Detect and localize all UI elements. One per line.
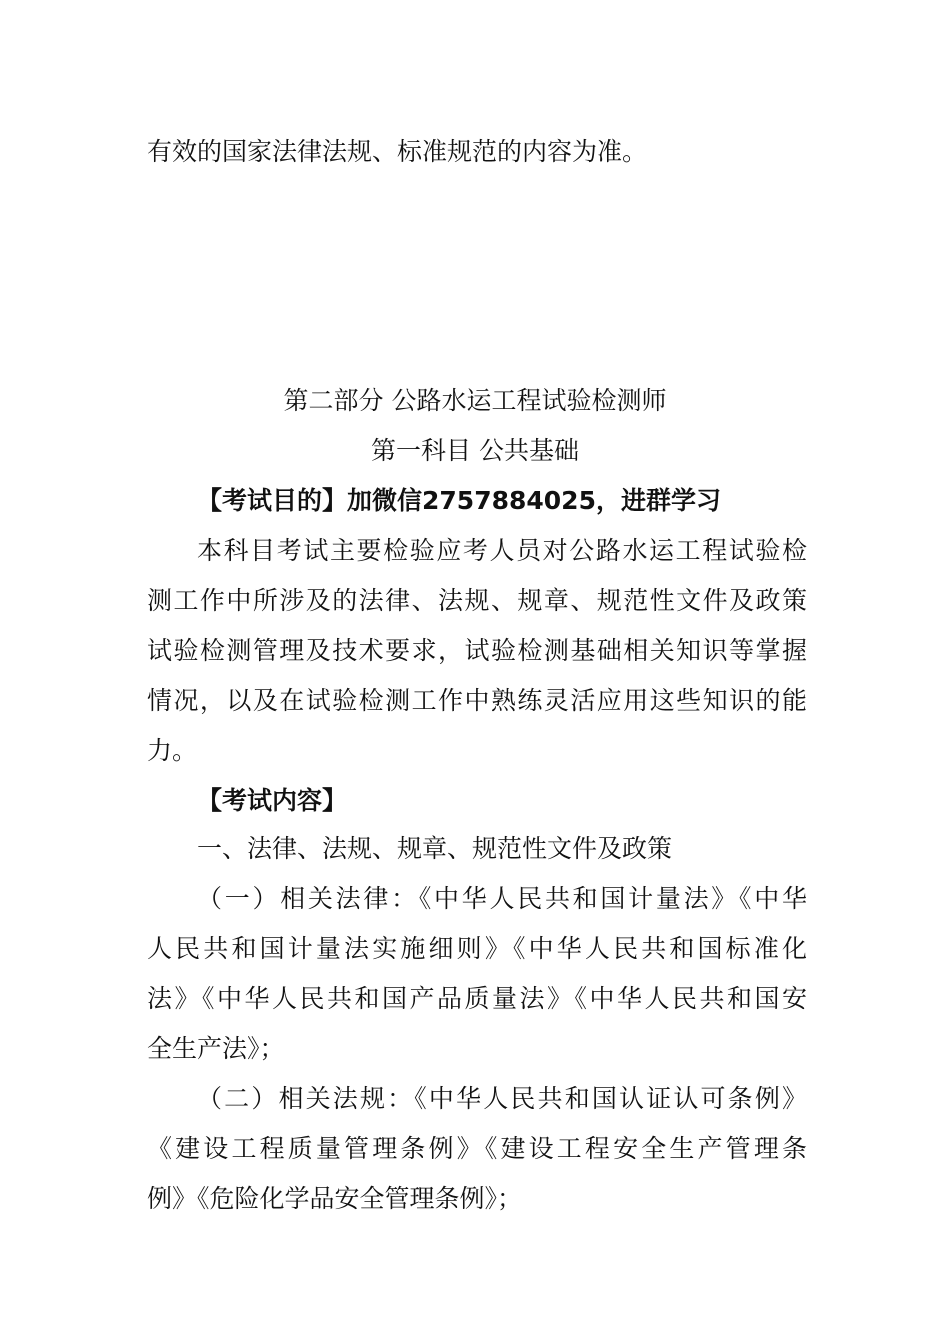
item-1-line-3: 法》《中华人民共和国产品质量法》《中华人民共和国安 [147,984,807,1013]
purpose-line-1: 本科目考试主要检验应考人员对公路水运工程试验检 [197,536,807,565]
purpose-line-4: 情况，以及在试验检测工作中熟练灵活应用这些知识的能 [147,686,807,715]
continuation-line: 有效的国家法律法规、标准规范的内容为准。 [147,137,648,166]
purpose-line-5: 力。 [147,736,198,765]
part-title: 第二部分 公路水运工程试验检测师 [283,386,667,415]
purpose-heading [197,484,721,518]
item-1-line-4: 全生产法》； [147,1034,285,1063]
purpose-label: 【考试目的】 [197,486,348,515]
item-2-line-2: 《建设工程质量管理条例》《建设工程安全生产管理条 [147,1134,807,1163]
item-1-line-2: 人民共和国计量法实施细则》《中华人民共和国标准化 [147,934,807,963]
item-1-line-1: （一）相关法律：《中华人民共和国计量法》《中华 [197,884,807,913]
purpose-note: 加微信2757884025，进群学习 [347,486,721,515]
subject-title: 第一科目 公共基础 [371,436,579,465]
content-heading: 【考试内容】 [197,786,348,815]
section-1-title: 一、法律、法规、规章、规范性文件及政策 [197,834,673,863]
item-2-line-1: （二）相关法规：《中华人民共和国认证认可条例》 [197,1084,807,1113]
purpose-line-3: 试验检测管理及技术要求，试验检测基础相关知识等掌握 [147,636,807,665]
purpose-line-2: 测工作中所涉及的法律、法规、规章、规范性文件及政策 [147,586,807,615]
item-2-line-3: 例》《危险化学品安全管理条例》； [147,1184,523,1213]
